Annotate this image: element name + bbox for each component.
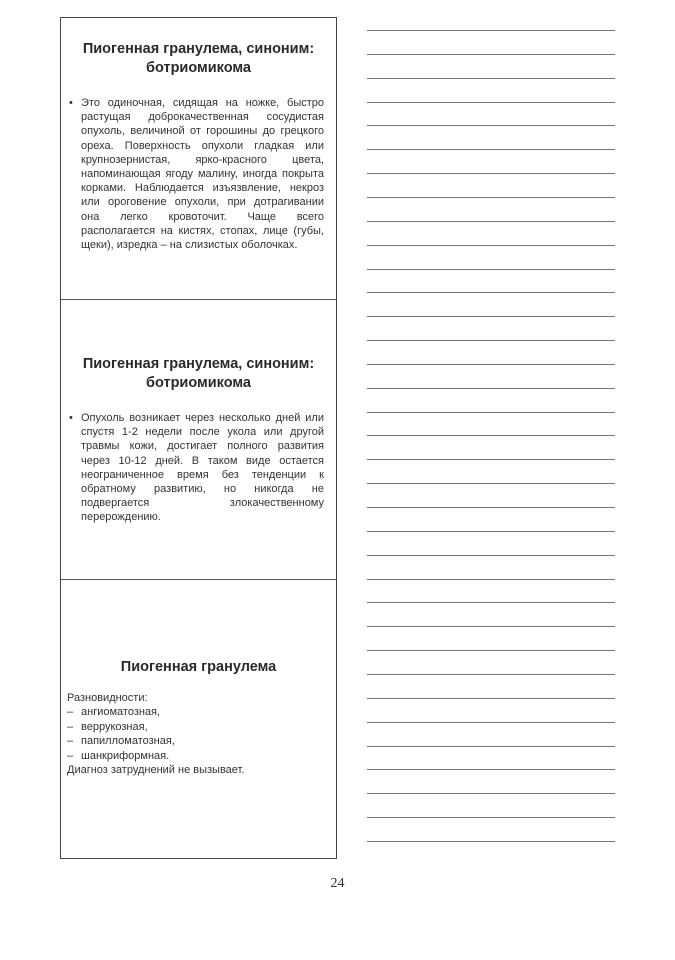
slide-1-bullet [61,96,336,252]
note-line [367,269,615,270]
note-line [367,54,615,55]
slide-3-title: Пиогенная гранулема [120,659,277,675]
note-line [367,650,615,651]
slide-2-title: Пиогенная гранулема, синоним: ботриомикома [82,356,315,391]
note-line [367,817,615,818]
note-line [367,674,615,675]
note-line [367,507,615,508]
note-line [367,602,615,603]
note-line [367,722,615,723]
slide-3-body [61,691,336,777]
list-item [67,720,336,734]
note-line [367,364,615,365]
slide-2-bullet [61,411,336,525]
note-line [367,435,615,436]
slide-1-title: Пиогенная гранулема, синоним: ботриомикома [82,41,315,76]
note-line [367,340,615,341]
list-item-label: шанкриформная. [81,749,170,762]
note-line [367,149,615,150]
note-line [367,769,615,770]
dash-icon: – [67,706,74,719]
notes-lines [367,30,615,860]
note-line [367,793,615,794]
note-line [367,197,615,198]
page-number: 24 [330,876,345,891]
note-line [367,78,615,79]
note-line [367,698,615,699]
dash-icon: – [67,749,74,762]
note-line [367,555,615,556]
bullet-icon: • [69,97,73,109]
note-line [367,388,615,389]
list-item [67,734,336,748]
note-line [367,245,615,246]
slide-2 [61,300,336,580]
note-line [367,292,615,293]
slide-3 [61,580,336,858]
list-item-label: ангиоматозная, [81,706,161,719]
note-line [367,483,615,484]
slide-2-text: Опухоль возникает через несколько дней или спустя 1-2 недели после укола или другой травмы кожи, достигает полного развития через 10-12 дней. В таком виде остается неограниченное время без тенденции к обратному развитию, но никогда не подвергается злокачественному перерождению. [81,412,324,524]
list-item [67,705,336,719]
varieties-heading: Разновидности: [67,692,148,704]
note-line [367,102,615,103]
list-item [67,749,336,763]
note-line [367,412,615,413]
note-line [367,459,615,460]
slide-1-text: Это одиночная, сидящая на ножке, быстро растущая доброкачественная сосудистая опухоль, величиной от горошины до грецкого ореха. Поверхность опухоли гладкая или крупнозернистая, ярко-красного цвета, напоминающая ягоду малину, иногда покрыта корками. Наблюдается изъязвление, некроз или ороговение опухоли, при дотрагивании она легко кровоточит. Чаще всего располагается на кистях, стопах, лице (губы, щеки), изредка – на слизистых оболочках. [81,97,324,252]
list-item-label: папилломатозная, [81,735,175,748]
note-line [367,30,615,31]
list-item-label: веррукозная, [81,720,148,733]
note-line [367,125,615,126]
dash-icon: – [67,720,74,733]
note-line [367,316,615,317]
bullet-icon: • [69,412,73,424]
note-line [367,626,615,627]
dash-icon: – [67,735,74,748]
diagnosis-note: Диагноз затруднений не вызывает. [67,764,245,777]
note-line [367,746,615,747]
note-line [367,221,615,222]
note-line [367,173,615,174]
note-line [367,531,615,532]
note-line [367,579,615,580]
slide-column [60,17,337,859]
slide-1 [61,18,336,300]
note-line [367,841,615,842]
